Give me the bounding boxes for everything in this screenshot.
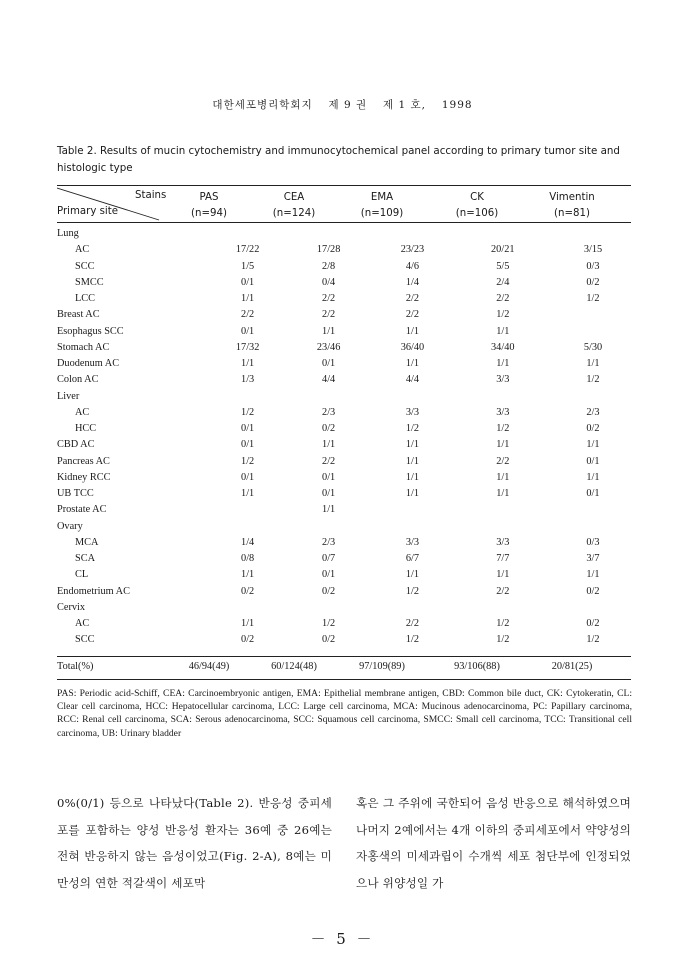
- table-footnote: PAS: Periodic acid-Schiff, CEA: Carcinoembryonic antigen, EMA: Epithelial membrane antigen, CBD: Common bile duct, CK: Cytokeratin, CL: Clear cell carcinoma, HCC: Hepatocellular carcinoma, LCC: Large cell carcinoma, MCA: Mucinous adenocarcinoma, PC: Papillary carcinoma, RCC: Renal cell carcinoma, SCA: Serous adenocarcinoma, SCC: Squamous cell carcinoma, SMCC: Small cell carcinoma, TCC: Transitional cell carcinoma, UB: Urinary bladder: [57, 688, 632, 739]
- table-cell: 1/5: [241, 260, 255, 272]
- row-site-label: Kidney RCC: [57, 471, 111, 483]
- cell-spacer: [367, 324, 374, 340]
- table-cell: [555, 600, 631, 616]
- table-cell: 1/1: [586, 471, 600, 483]
- cell-spacer: [367, 340, 374, 356]
- table-cell: 0/2: [586, 618, 600, 629]
- page-number: － 5 －: [310, 930, 375, 948]
- table-cell: 6/7: [405, 553, 420, 564]
- total-label: Total(%): [57, 661, 94, 672]
- cell-spacer: [451, 405, 465, 421]
- body-text-right-column: 혹은 그 주위에 국한되어 음성 반응으로 해석하였으며 나머지 2예에서는 4개 이하의 중피세포에서 약양성의 자홍색의 미세과립이 수개씩 세포 첨단부에 인정되었으나 위양성일 가: [356, 796, 631, 890]
- cell-spacer: [541, 307, 555, 323]
- cell-spacer: [451, 259, 465, 275]
- cell-spacer: [541, 275, 555, 291]
- cell-spacer: [451, 551, 465, 567]
- table-cell: 36/40: [400, 341, 425, 353]
- table-cell: 1/2: [496, 309, 510, 321]
- table-cell: 2/2: [496, 455, 510, 467]
- cell-spacer: [367, 275, 374, 291]
- table-cell: 1/1: [322, 325, 336, 337]
- row-site-label: SCA: [75, 553, 96, 564]
- table-cell: 1/1: [405, 439, 420, 451]
- col-head-cea: CEA (n=124): [272, 192, 316, 219]
- cell-spacer: [367, 567, 374, 583]
- cell-spacer: [451, 291, 465, 307]
- table-cell: 4/4: [405, 374, 420, 386]
- table-cell: [374, 389, 450, 405]
- table-cell: 1/2: [586, 374, 600, 386]
- table-cell: 2/2: [322, 293, 336, 304]
- cell-spacer: [541, 567, 555, 583]
- table-cell: 0/1: [322, 358, 336, 369]
- cell-spacer: [367, 405, 374, 421]
- table-cell: 0/8: [241, 553, 255, 564]
- cell-spacer: [367, 259, 374, 275]
- cell-spacer: [451, 389, 465, 405]
- row-site-label: AC: [75, 406, 90, 418]
- cell-spacer: [451, 242, 465, 258]
- cell-spacer: [541, 616, 555, 632]
- table-cell: 1/1: [405, 358, 420, 369]
- row-site-label: Endometrium AC: [57, 585, 130, 597]
- table-cell: 0/1: [586, 488, 600, 499]
- table-header: [57, 187, 631, 221]
- cell-spacer: [367, 486, 374, 502]
- cell-spacer: [541, 324, 555, 340]
- table-cell: 2/8: [322, 260, 336, 272]
- row-site-label: LCC: [75, 293, 96, 304]
- table-cell: 1/4: [405, 276, 420, 288]
- table-cell: [465, 226, 541, 242]
- cell-spacer: [541, 389, 555, 405]
- table-cell: [465, 600, 541, 616]
- table-cell: 1/1: [241, 488, 255, 499]
- table-cell: 1/1: [405, 488, 420, 499]
- table-cell: 1/2: [241, 455, 255, 467]
- table-cell: 1/1: [496, 569, 510, 581]
- table-cell: 5/5: [496, 260, 510, 272]
- table-row: [57, 421, 631, 437]
- col-head-pas: PAS (n=94): [191, 192, 227, 219]
- table-cell: [374, 519, 450, 535]
- table-cell: [290, 600, 366, 616]
- row-site-label: Lung: [57, 228, 79, 239]
- table-cell: 1/1: [241, 358, 255, 369]
- cell-spacer: [367, 291, 374, 307]
- cell-spacer: [367, 519, 374, 535]
- table-row: [57, 356, 631, 372]
- row-site-label: UB TCC: [57, 488, 94, 499]
- table-cell: 2/2: [322, 455, 336, 467]
- table-cell: 2/3: [586, 406, 600, 418]
- table-cell: 1/1: [241, 569, 255, 581]
- row-site-label: Colon AC: [57, 374, 99, 386]
- row-site-label: Prostate AC: [57, 504, 107, 516]
- table-cell: 4/6: [405, 260, 420, 272]
- row-site-label: SCC: [75, 634, 95, 646]
- cell-spacer: [541, 421, 555, 437]
- table-cell: 4/4: [322, 374, 336, 386]
- cell-spacer: [451, 535, 465, 551]
- table-cell: 0/7: [322, 553, 336, 564]
- table-cell: [555, 502, 631, 518]
- table-cell: 0/1: [322, 471, 336, 483]
- table-cell: 2/2: [496, 293, 510, 304]
- cell-spacer: [367, 437, 374, 453]
- table-cell: 1/2: [586, 634, 600, 646]
- cell-spacer: [367, 632, 374, 648]
- table-cell: 5/30: [583, 341, 603, 353]
- table-cell: 1/2: [241, 406, 255, 418]
- table-cell: 0/2: [586, 585, 600, 597]
- cell-spacer: [541, 340, 555, 356]
- header-stains: Stains: [135, 190, 167, 201]
- table-caption: Table 2. Results of mucin cytochemistry and immunocytochemical panel according to primary tumor site and histologic type: [57, 145, 620, 174]
- table-row: [57, 454, 631, 470]
- table-cell: 0/2: [586, 423, 600, 434]
- row-site-label: CBD AC: [57, 439, 95, 451]
- cell-spacer: [541, 600, 555, 616]
- table-cell: 20/21: [491, 244, 515, 256]
- table-cell: 0/2: [241, 585, 255, 597]
- table-row: [57, 372, 631, 388]
- table-cell: [374, 502, 450, 518]
- table-cell: 0/1: [241, 471, 255, 483]
- data-table: [57, 226, 631, 649]
- table-cell: 17/28: [316, 244, 341, 256]
- cell-spacer: [451, 600, 465, 616]
- cell-spacer: [541, 551, 555, 567]
- header-primary-site: Primary site: [57, 206, 119, 217]
- cell-spacer: [451, 372, 465, 388]
- cell-spacer: [451, 340, 465, 356]
- cell-spacer: [451, 454, 465, 470]
- cell-spacer: [367, 502, 374, 518]
- table-cell: 3/3: [405, 406, 420, 418]
- running-head: 대한세포병리학회지 제 9 권 제 1 호, 1998: [212, 99, 473, 111]
- table-header-rule: [57, 222, 631, 223]
- table-cell: 3/3: [496, 536, 510, 548]
- table-cell: 17/22: [235, 244, 260, 256]
- table-cell: 2/4: [496, 276, 510, 288]
- total-value: 97/109(89): [359, 661, 405, 672]
- table-cell: [555, 324, 631, 340]
- cell-spacer: [367, 372, 374, 388]
- table-cell: 1/1: [496, 358, 510, 369]
- row-site-label: Breast AC: [57, 309, 100, 321]
- table-cell: 0/4: [322, 276, 336, 288]
- row-site-label: Pancreas AC: [57, 455, 110, 467]
- table-cell: 0/2: [586, 276, 600, 288]
- table-cell: 1/3: [241, 374, 255, 386]
- table-cell: 1/1: [241, 293, 255, 304]
- table-cell: 2/2: [241, 309, 255, 321]
- cell-spacer: [367, 584, 374, 600]
- table-cell: 1/2: [496, 618, 510, 629]
- table-cell: 1/1: [586, 569, 600, 581]
- cell-spacer: [451, 632, 465, 648]
- table-cell: 0/1: [241, 325, 255, 337]
- body-text-left-column: 0%(0/1) 등으로 나타났다(Table 2). 반응성 중피세포를 포함하는 양성 반응성 환자는 36예 중 26예는 전혀 반응하지 않는 음성이었고(Fig. 2-A), 8예는 미만성의 연한 적갈색이 세포막: [57, 796, 332, 890]
- table-cell: 1/1: [496, 439, 510, 451]
- table-cell: 1/4: [241, 536, 255, 548]
- total-value: 93/106(88): [454, 661, 500, 672]
- table-cell: [555, 226, 631, 242]
- table-cell: 1/1: [241, 618, 255, 629]
- col-head-ck: CK (n=106): [455, 192, 499, 219]
- table-cell: 0/1: [241, 439, 255, 451]
- table-cell: 3/3: [496, 406, 510, 418]
- table-cell: [209, 519, 285, 535]
- row-site-label: CL: [75, 569, 89, 581]
- table-cell: 1/1: [496, 325, 510, 337]
- cell-spacer: [541, 372, 555, 388]
- cell-spacer: [451, 226, 465, 242]
- cell-spacer: [451, 324, 465, 340]
- row-site-label: AC: [75, 244, 90, 256]
- row-site-label: AC: [75, 618, 90, 629]
- table-row: [57, 389, 631, 405]
- cell-spacer: [367, 356, 374, 372]
- table-row: [57, 405, 631, 421]
- table-cell: 0/3: [586, 536, 600, 548]
- cell-spacer: [451, 421, 465, 437]
- table-cell: 1/1: [322, 439, 336, 451]
- table-row: [57, 437, 631, 453]
- table-cell: 1/1: [496, 471, 510, 483]
- cell-spacer: [367, 551, 374, 567]
- cell-spacer: [541, 519, 555, 535]
- total-row: [57, 659, 631, 675]
- cell-spacer: [451, 616, 465, 632]
- table-cell: [555, 519, 631, 535]
- cell-spacer: [451, 307, 465, 323]
- row-site-label: MCA: [75, 536, 99, 548]
- table-cell: 0/1: [586, 455, 600, 467]
- cell-spacer: [451, 567, 465, 583]
- table-row: [57, 259, 631, 275]
- total-value: 60/124(48): [271, 661, 317, 672]
- table-cell: 1/2: [586, 293, 600, 304]
- row-site-label: Esophagus SCC: [57, 325, 124, 337]
- table-cell: 0/2: [241, 634, 255, 646]
- cell-spacer: [541, 226, 555, 242]
- table-cell: 2/3: [322, 406, 336, 418]
- table-cell: 1/1: [405, 569, 420, 581]
- cell-spacer: [541, 486, 555, 502]
- cell-spacer: [367, 421, 374, 437]
- cell-spacer: [541, 535, 555, 551]
- table-row: [57, 324, 631, 340]
- cell-spacer: [367, 470, 374, 486]
- row-site-label: Duodenum AC: [57, 358, 120, 369]
- row-site-label: Cervix: [57, 601, 86, 613]
- table-cell: 17/32: [235, 341, 260, 353]
- cell-spacer: [541, 584, 555, 600]
- table-cell: 0/1: [241, 276, 255, 288]
- table-cell: [465, 389, 541, 405]
- cell-spacer: [451, 519, 465, 535]
- table-row: [57, 600, 631, 616]
- table-cell: [374, 226, 450, 242]
- table-cell: 1/1: [322, 504, 336, 516]
- table-cell: 3/3: [496, 374, 510, 386]
- col-head-vimentin: Vimentin (n=81): [549, 192, 595, 219]
- table-row: [57, 502, 631, 518]
- table-cell: [465, 519, 541, 535]
- table-cell: [290, 519, 366, 535]
- row-site-label: Liver: [57, 390, 80, 402]
- cell-spacer: [541, 259, 555, 275]
- cell-spacer: [367, 307, 374, 323]
- table-row: [57, 567, 631, 583]
- table-cell: 1/1: [405, 325, 420, 337]
- cell-spacer: [451, 437, 465, 453]
- table-cell: 3/7: [586, 553, 600, 564]
- table-cell: [555, 307, 631, 323]
- table-cell: 1/2: [405, 423, 420, 434]
- table-cell: 1/2: [496, 634, 510, 646]
- table-cell: [290, 389, 366, 405]
- table-row: [57, 275, 631, 291]
- table-cell: 1/1: [405, 455, 420, 467]
- table-row: [57, 291, 631, 307]
- table-cell: 0/2: [322, 634, 336, 646]
- cell-spacer: [367, 600, 374, 616]
- total-value: 20/81(25): [551, 661, 593, 672]
- table-cell: 1/1: [496, 488, 510, 499]
- cell-spacer: [541, 291, 555, 307]
- total-value: 46/94(49): [188, 661, 230, 672]
- row-site-label: SCC: [75, 260, 95, 272]
- row-site-label: HCC: [75, 423, 97, 434]
- table-cell: [209, 389, 285, 405]
- table-top-rule: [57, 185, 631, 186]
- table-cell: 3/15: [583, 244, 603, 256]
- table-cell: [465, 502, 541, 518]
- cell-spacer: [451, 584, 465, 600]
- table-cell: 2/2: [322, 309, 336, 321]
- table-cell: [209, 600, 285, 616]
- table-total-rule: [57, 656, 631, 657]
- table-cell: 7/7: [496, 553, 510, 564]
- cell-spacer: [451, 486, 465, 502]
- table-row: [57, 226, 631, 242]
- cell-spacer: [451, 356, 465, 372]
- table-cell: 2/2: [405, 618, 420, 629]
- table-row: [57, 486, 631, 502]
- cell-spacer: [541, 470, 555, 486]
- cell-spacer: [541, 502, 555, 518]
- table-row: [57, 242, 631, 258]
- table-cell: 0/2: [322, 423, 336, 434]
- cell-spacer: [451, 502, 465, 518]
- table-row: [57, 519, 631, 535]
- table-cell: 1/2: [496, 423, 510, 434]
- row-site-label: Ovary: [57, 520, 83, 532]
- cell-spacer: [367, 242, 374, 258]
- table-cell: [290, 226, 366, 242]
- cell-spacer: [451, 275, 465, 291]
- table-row: [57, 584, 631, 600]
- cell-spacer: [541, 242, 555, 258]
- table-cell: 23/23: [400, 244, 425, 256]
- cell-spacer: [367, 616, 374, 632]
- table-cell: 2/3: [322, 536, 336, 548]
- table-cell: 1/1: [586, 358, 600, 369]
- table-cell: 1/2: [405, 634, 420, 646]
- table-cell: 0/3: [586, 260, 600, 272]
- table-cell: 1/1: [586, 439, 600, 451]
- table-row: [57, 535, 631, 551]
- table-cell: 34/40: [491, 341, 515, 353]
- cell-spacer: [541, 454, 555, 470]
- cell-spacer: [541, 632, 555, 648]
- cell-spacer: [367, 226, 374, 242]
- table-cell: 2/2: [405, 293, 420, 304]
- table-cell: 0/2: [322, 585, 336, 597]
- cell-spacer: [541, 356, 555, 372]
- table-cell: [555, 389, 631, 405]
- table-cell: 0/1: [322, 569, 336, 581]
- table-cell: [209, 226, 285, 242]
- table-row: [57, 307, 631, 323]
- table-cell: 1/1: [405, 471, 420, 483]
- cell-spacer: [367, 535, 374, 551]
- table-cell: 1/2: [322, 618, 336, 629]
- cell-spacer: [451, 470, 465, 486]
- table-cell: 2/2: [405, 309, 420, 321]
- table-cell: 1/2: [405, 585, 420, 597]
- table-bottom-rule: [57, 679, 631, 680]
- col-head-ema: EMA (n=109): [360, 192, 404, 219]
- row-site-label: SMCC: [75, 276, 104, 288]
- table-cell: [209, 502, 285, 518]
- table-cell: [374, 600, 450, 616]
- table-row: [57, 616, 631, 632]
- table-row: [57, 470, 631, 486]
- table-cell: 3/3: [405, 536, 420, 548]
- cell-spacer: [541, 405, 555, 421]
- table-row: [57, 632, 631, 648]
- table-cell: 0/1: [241, 423, 255, 434]
- table-row: [57, 551, 631, 567]
- table-row: [57, 340, 631, 356]
- row-site-label: Stomach AC: [57, 341, 110, 353]
- cell-spacer: [367, 389, 374, 405]
- cell-spacer: [541, 437, 555, 453]
- table-cell: 23/46: [316, 341, 341, 353]
- table-cell: 2/2: [496, 585, 510, 597]
- cell-spacer: [367, 454, 374, 470]
- table-cell: 0/1: [322, 488, 336, 499]
